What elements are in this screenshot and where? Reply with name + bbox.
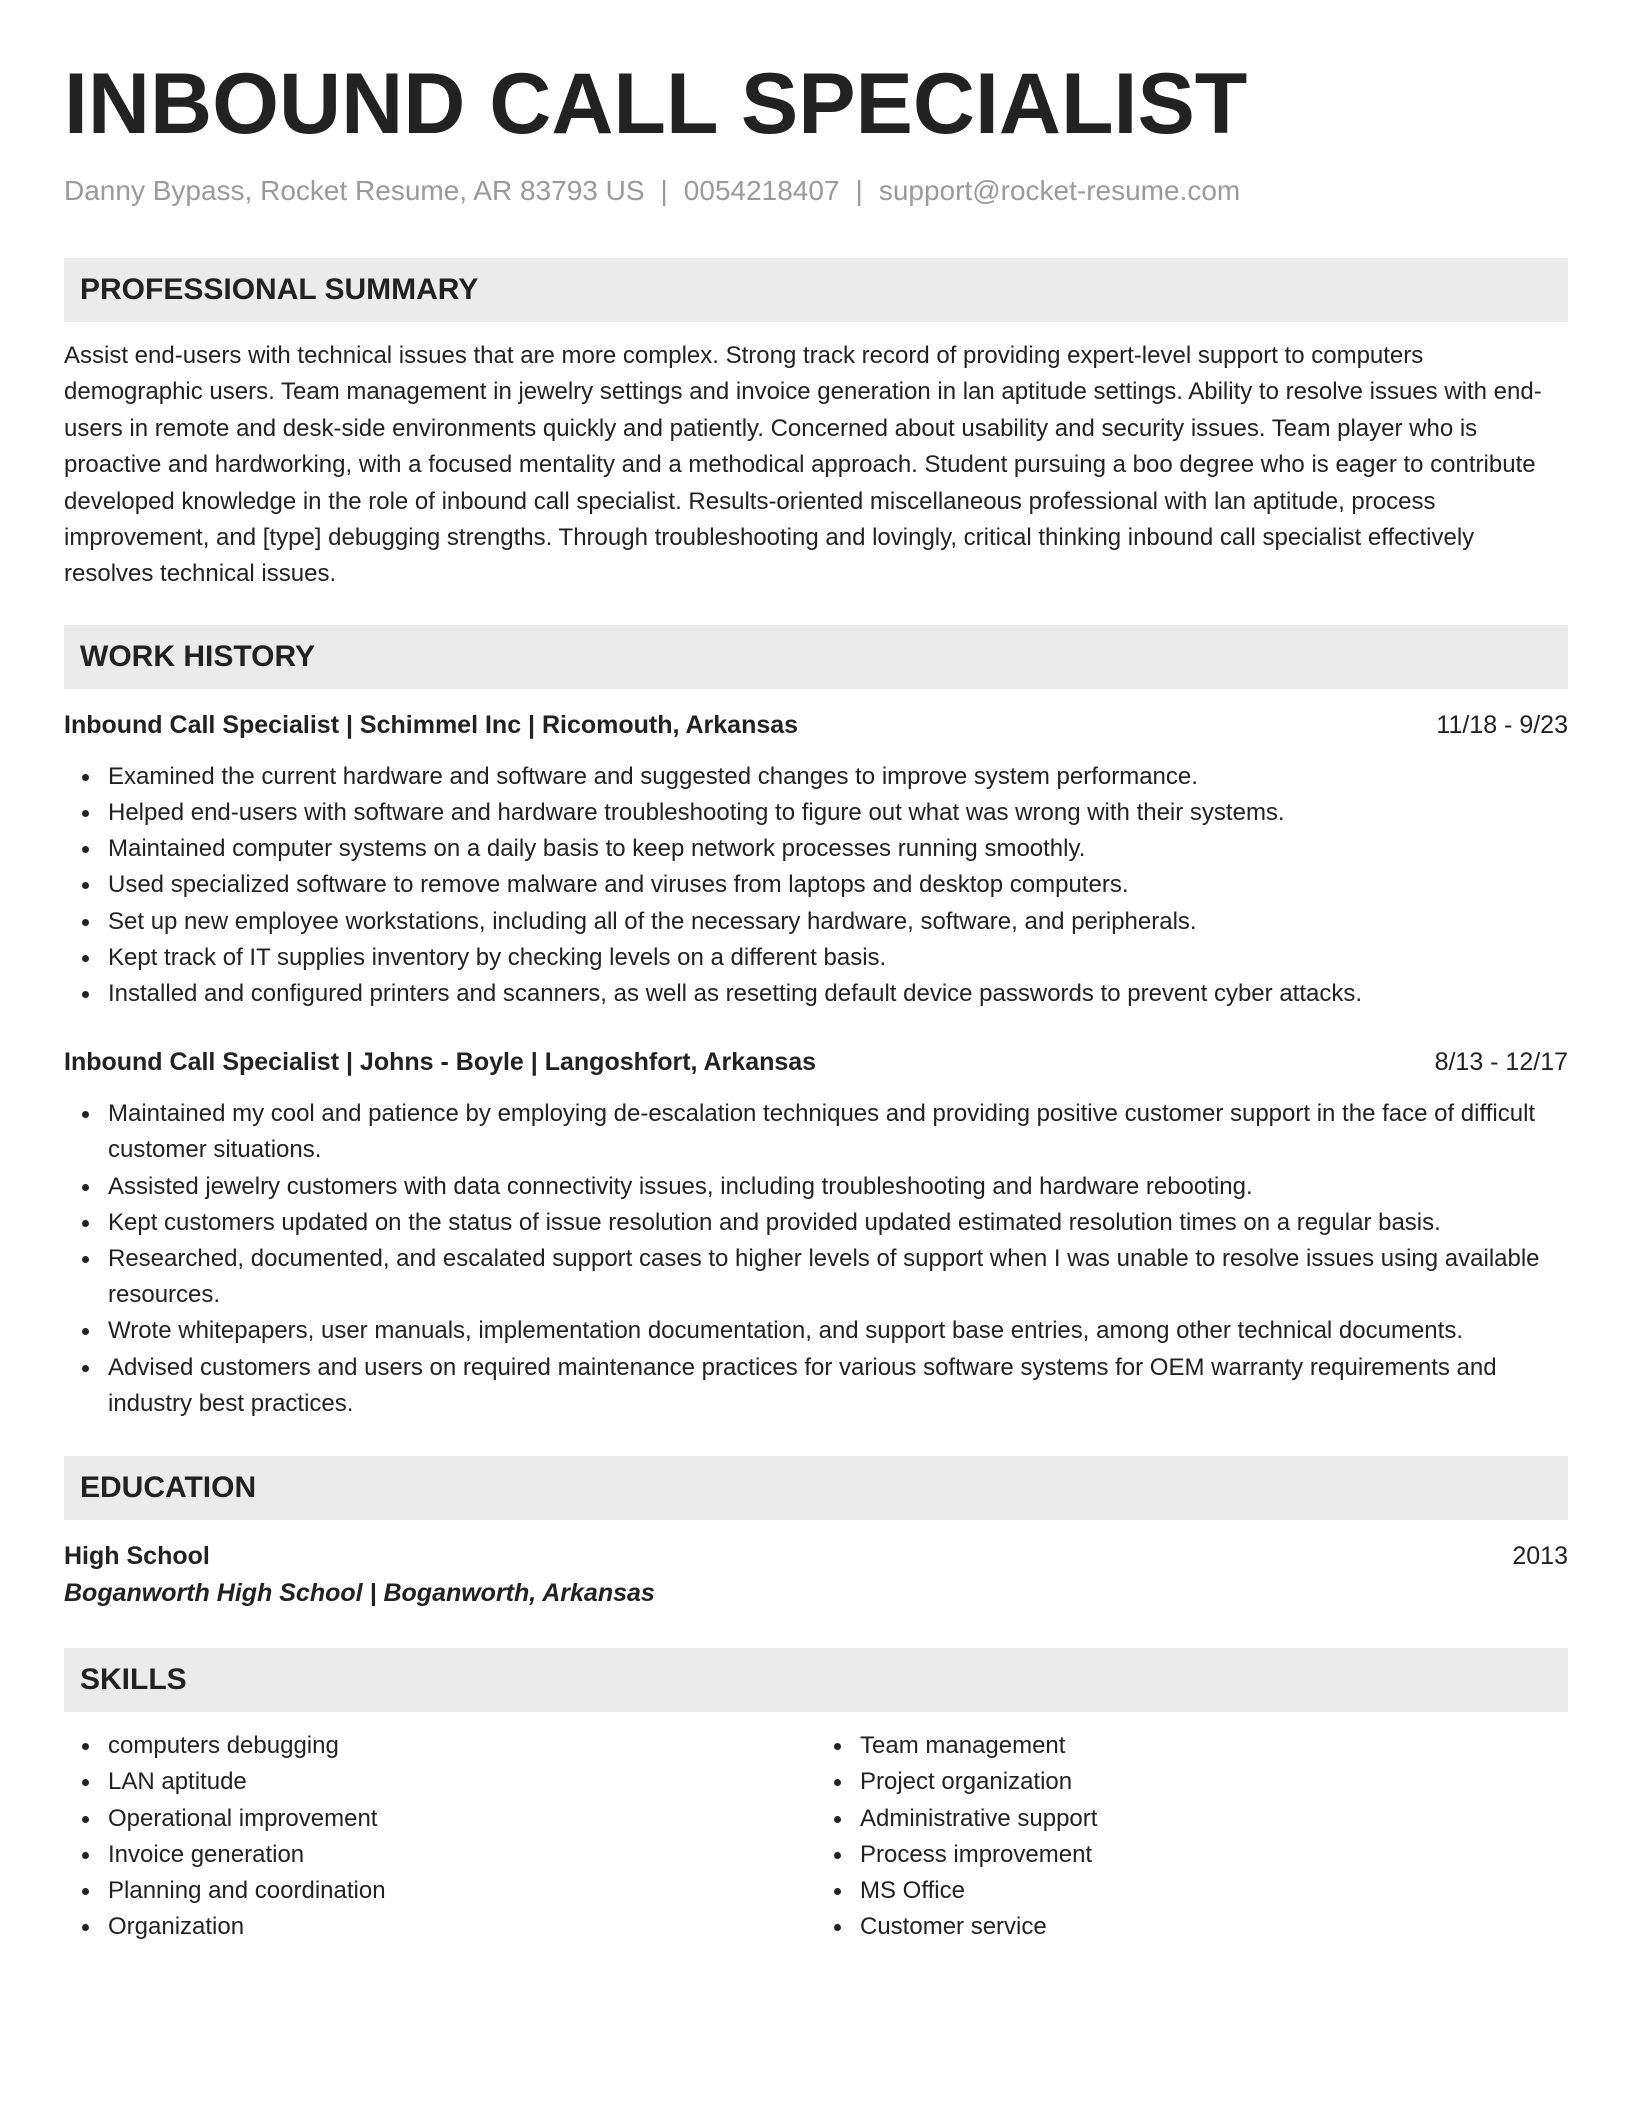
section-title: WORK HISTORY xyxy=(80,639,316,673)
list-item: Maintained computer systems on a daily basis to keep network processes running smoothly. xyxy=(108,831,1568,867)
list-item: Advised customers and users on required maintenance practices for various software systems for OEM warranty requirements and industry best practices. xyxy=(108,1350,1568,1422)
skill-item: Invoice generation xyxy=(108,1837,816,1873)
summary-text: Assist end-users with technical issues that are more complex. Strong track record of providing expert-level support to computers demographic users. Team management in jewelry settings and invoice generation in lan aptitude settings. Ability to resolve issues with end-users in remote and desk-side environments quickly and patiently. Concerned about usability and security issues. Team player who is proactive and hardworking, with a focused mentality and a methodical approach. Student pursuing a boo degree who is eager to contribute developed knowledge in the role of inbound call specialist. Results-oriented miscellaneous professional with lan aptitude, process improvement, and [type] debugging strengths. Through troubleshooting and lovingly, critical thinking inbound call specialist effectively resolves technical issues. xyxy=(64,342,1542,588)
contact-line xyxy=(64,174,1568,208)
job-dates: 8/13 - 12/17 xyxy=(1434,1048,1568,1077)
contact-separator: | xyxy=(660,175,668,206)
list-item: Researched, documented, and escalated support cases to higher levels of support when I was unable to resolve issues using available resources. xyxy=(108,1241,1568,1313)
skill-item: Planning and coordination xyxy=(108,1873,816,1909)
list-item: Set up new employee workstations, including all of the necessary hardware, software, and peripherals. xyxy=(108,904,1568,940)
job-bullet-list xyxy=(64,759,1568,1012)
skill-item: Administrative support xyxy=(860,1801,1568,1837)
education-school: Boganworth High School | Boganworth, Arkansas xyxy=(64,1579,655,1608)
skill-item: MS Office xyxy=(860,1873,1568,1909)
list-item: Used specialized software to remove malware and viruses from laptops and desktop computers. xyxy=(108,867,1568,903)
skill-item: Project organization xyxy=(860,1764,1568,1800)
resume-title: INBOUND CALL SPECIALIST xyxy=(64,56,1248,152)
section-title: PROFESSIONAL SUMMARY xyxy=(80,273,479,306)
job-dates: 11/18 - 9/23 xyxy=(1436,710,1568,739)
skill-item: Organization xyxy=(108,1909,816,1945)
section-header-work-history xyxy=(64,625,1568,689)
list-item: Wrote whitepapers, user manuals, implementation documentation, and support base entries, among other technical documents. xyxy=(108,1313,1568,1349)
skills-list-left xyxy=(64,1728,816,1945)
education-degree: High School xyxy=(64,1542,210,1571)
job-entry xyxy=(64,1044,1568,1422)
job-title: Inbound Call Specialist | Schimmel Inc | Ricomouth, Arkansas xyxy=(64,710,799,739)
section-header-education xyxy=(64,1456,1568,1520)
education-year: 2013 xyxy=(1512,1542,1568,1571)
section-header-skills xyxy=(64,1648,1568,1712)
education-header xyxy=(64,1538,1568,1575)
skill-item: Team management xyxy=(860,1728,1568,1764)
skills-columns xyxy=(64,1728,1568,1945)
job-title: Inbound Call Specialist | Johns - Boyle | Langoshfort, Arkansas xyxy=(64,1048,817,1077)
skill-item: computers debugging xyxy=(108,1728,816,1764)
job-bullet-list xyxy=(64,1096,1568,1422)
list-item: Helped end-users with software and hardware troubleshooting to figure out what was wrong with their systems. xyxy=(108,795,1568,831)
section-title: SKILLS xyxy=(80,1663,187,1697)
list-item: Examined the current hardware and software and suggested changes to improve system performance. xyxy=(108,759,1568,795)
section-header-summary xyxy=(64,258,1568,322)
job-header xyxy=(64,707,1568,743)
list-item: Maintained my cool and patience by employing de-escalation techniques and providing positive customer support in the face of difficult customer situations. xyxy=(108,1096,1568,1168)
education-entry xyxy=(64,1538,1568,1612)
job-entry xyxy=(64,707,1568,1012)
skill-item: Process improvement xyxy=(860,1837,1568,1873)
contact-email: support@rocket-resume.com xyxy=(878,175,1241,206)
job-header xyxy=(64,1044,1568,1080)
list-item: Kept track of IT supplies inventory by checking levels on a different basis. xyxy=(108,940,1568,976)
skill-item: Operational improvement xyxy=(108,1801,816,1837)
skill-item: Customer service xyxy=(860,1909,1568,1945)
skills-list-right xyxy=(816,1728,1568,1945)
list-item: Assisted jewelry customers with data connectivity issues, including troubleshooting and hardware rebooting. xyxy=(108,1169,1568,1205)
skill-item: LAN aptitude xyxy=(108,1764,816,1800)
list-item: Kept customers updated on the status of issue resolution and provided updated estimated resolution times on a regular basis. xyxy=(108,1205,1568,1241)
contact-address: Danny Bypass, Rocket Resume, AR 83793 US xyxy=(64,175,645,206)
contact-separator: | xyxy=(855,175,863,206)
list-item: Installed and configured printers and scanners, as well as resetting default device passwords to prevent cyber attacks. xyxy=(108,976,1568,1012)
contact-phone: 0054218407 xyxy=(683,175,840,206)
section-title: EDUCATION xyxy=(80,1471,257,1505)
